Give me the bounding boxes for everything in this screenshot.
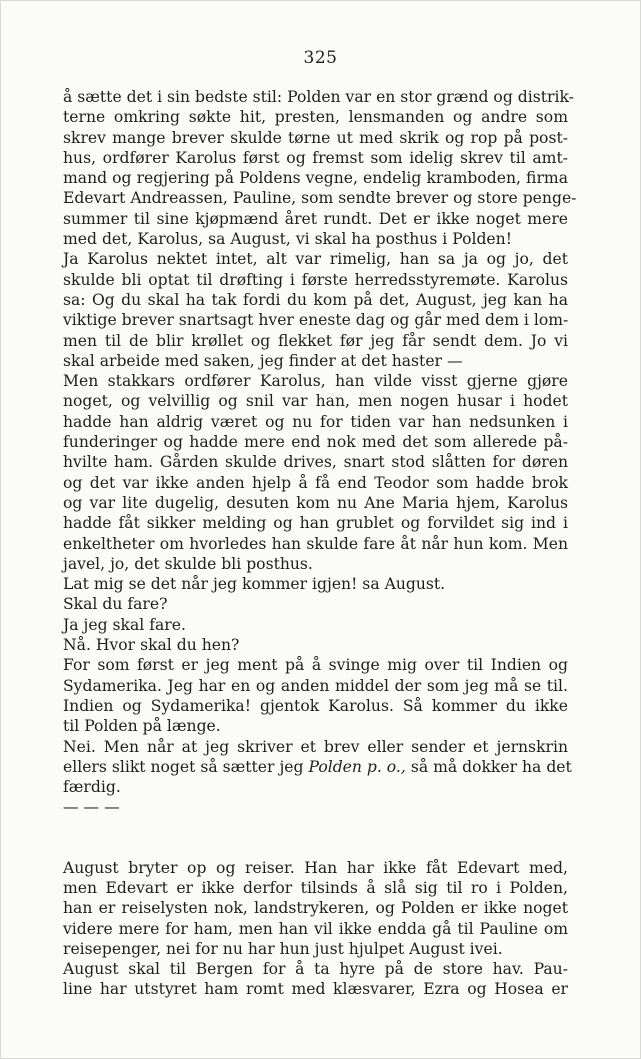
text-line: Sydamerika. Jeg har en og anden middel der som jeg må se til. (63, 676, 568, 695)
text-line: viktige brever snartsagt hver eneste dag og går med dem i lom- (63, 311, 569, 330)
line-start: ellers slikt noget så sætter jeg (63, 757, 304, 776)
text-line: funderinger og hadde mere end nok med det som allerede på- (63, 433, 568, 452)
text-line: Indien og Sydamerika! gjentok Karolus. Så kommer du ikke (63, 696, 568, 715)
text-line: hus, ordfører Karolus først og fremst som idelig skrev til amt- (63, 148, 568, 167)
section-break: — — — (63, 798, 120, 817)
text-line: Ja Karolus nektet intet, alt var rimelig, han sa ja og jo, det (63, 250, 568, 269)
text-line: hadde fåt sikker melding og han grublet og forvildet sig ind i (63, 514, 568, 533)
text-line: August bryter op og reiser. Han har ikke fåt Edevart med, (63, 858, 568, 877)
text-line: å sætte det i sin bedste stil: Polden var en stor grænd og distrik- (63, 88, 574, 106)
section-gap (63, 818, 568, 858)
text-line: skrev mange brever skulde tørne ut med skrik og rop på post- (63, 128, 568, 147)
text-line: enkeltheter om hvorledes han skulde fare åt når hun kom. Men (63, 534, 568, 553)
text-line: med det, Karolus, sa August, vi skal ha posthus i Polden! (63, 230, 512, 249)
text-line: Men stakkars ordfører Karolus, han vilde visst gjerne gjøre (63, 372, 568, 391)
text-line: terne omkring søkte hit, presten, lensmanden og andre som (63, 108, 568, 127)
text-line: noget, og velvillig og snil var han, men nogen husar i hodet (63, 392, 568, 411)
text-line: August skal til Bergen for å ta hyre på de store hav. Pau- (63, 960, 568, 979)
text-line: Skal du fare? (63, 595, 168, 614)
text-line: mand og regjering på Poldens vegne, endelig kramboden, firma (63, 169, 568, 188)
text-line: men Edevart er ikke derfor tilsinds å slå sig til ro i Polden, (63, 878, 568, 897)
body-text (63, 87, 577, 1000)
text-line: Nei. Men når at jeg skriver et brev eller sender et jernskrin (63, 737, 568, 756)
text-line: Ja jeg skal fare. (63, 615, 186, 634)
text-line: til Polden på længe. (63, 717, 221, 736)
text-line: og det var ikke anden hjelp å få end Teodor som hadde brok (63, 473, 568, 492)
text-line: Edevart Andreassen, Pauline, som sendte brever og store penge- (63, 189, 577, 208)
text-line: skulde bli optat til drøfting i første herredsstyremøte. Karolus (63, 270, 568, 289)
text-line: summer til sine kjøpmænd året rundt. Det er ikke noget mere (63, 209, 568, 228)
text-line: hvilte ham. Gården skulde drives, snart stod slåtten for døren (63, 453, 568, 472)
text-line: men til de blir krøllet og flekket før jeg får sendt dem. Jo vi (63, 331, 568, 350)
page-number: 325 (303, 48, 338, 68)
italic-address: Polden p. o., (308, 757, 406, 776)
text-line: og var lite dugelig, desuten kom nu Ane Maria hjem, Karolus (63, 493, 568, 512)
text-line: javel, jo, det skulde bli posthus. (63, 554, 313, 573)
text-line: line har utstyret ham romt med klæsvarer, Ezra og Hosea er (63, 980, 568, 999)
text-line: skal arbeide med saken, jeg finder at det haster — (63, 351, 463, 370)
text-line: reisepenger, nei for nu har hun just hjulpet August ivei. (63, 939, 503, 958)
text-line: hadde han aldrig været og nu for tiden var han nedsunken i (63, 412, 568, 431)
text-line-with-italic (63, 757, 572, 777)
text-line: sa: Og du skal ha tak fordi du kom på det, August, jeg kan ha (63, 290, 568, 309)
text-line: Nå. Hvor skal du hen? (63, 636, 240, 655)
text-line: For som først er jeg ment på å svinge mig over til Indien og (63, 656, 568, 675)
text-line: Lat mig se det når jeg kommer igjen! sa August. (63, 575, 446, 594)
line-end: så må dokker ha det (410, 757, 572, 776)
text-line: videre mere for ham, men han vil ikke endda gå til Pauline om (63, 919, 568, 938)
text-line: færdig. (63, 778, 121, 797)
text-line: han er reiselysten nok, landstrykeren, og Polden er ikke noget (63, 899, 568, 918)
